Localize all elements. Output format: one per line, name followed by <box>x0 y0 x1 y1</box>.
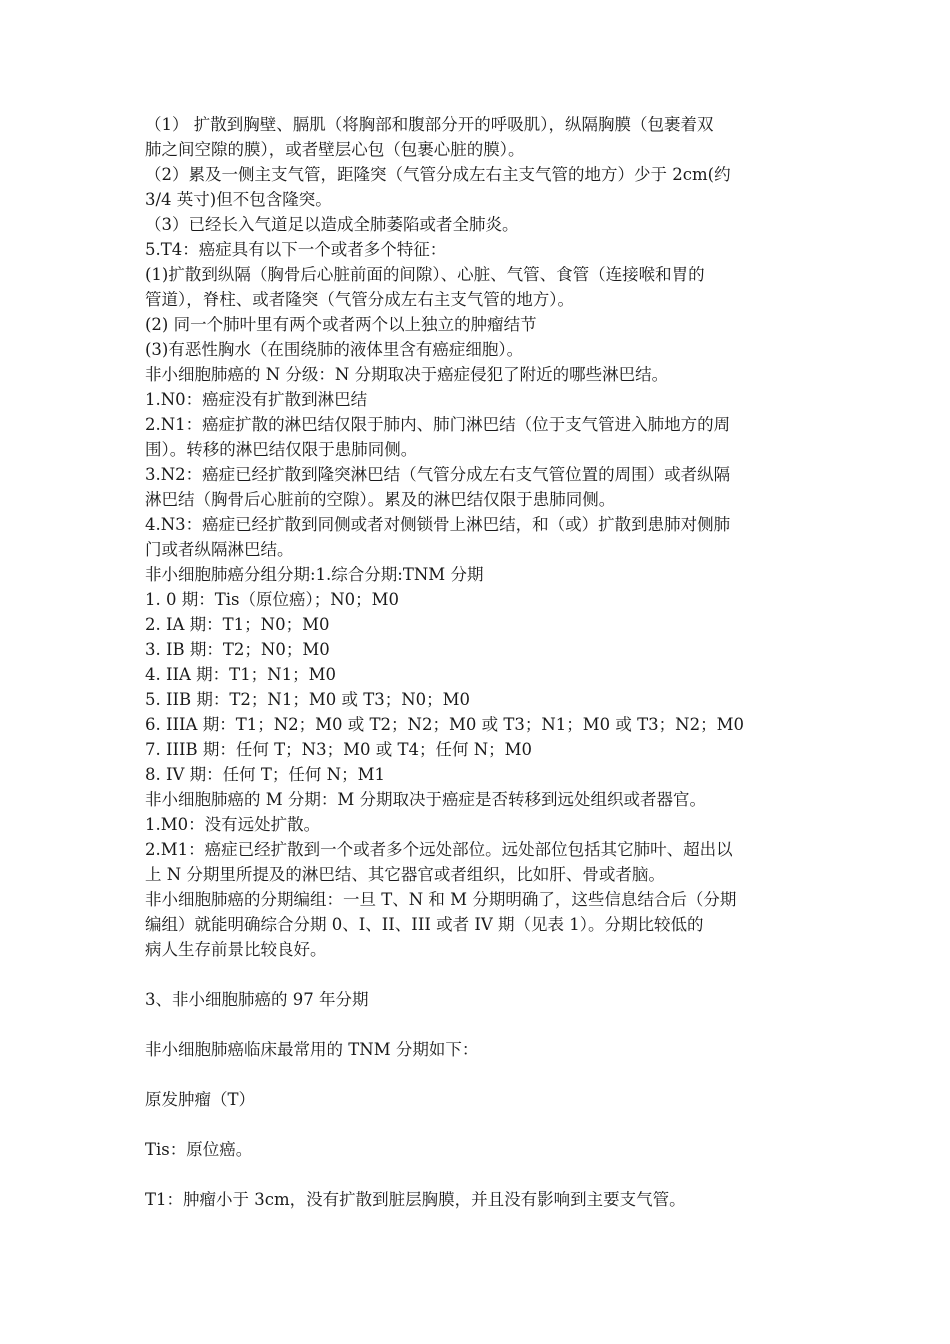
text-line: （3）已经长入气道足以造成全肺萎陷或者全肺炎。 <box>145 215 519 234</box>
text-line: （1） 扩散到胸壁、膈肌（将胸部和腹部分开的呼吸肌），纵隔胸膜（包裹着双 <box>145 115 714 134</box>
text-line: 2. IA 期：T1；N0；M0 <box>145 615 330 634</box>
text-line: 3/4 英寸)但不包含隆突。 <box>145 190 332 209</box>
primary-tumor-heading: 原发肿瘤（T） <box>145 1090 256 1109</box>
text-line: 围）。转移的淋巴结仅限于患肺同侧。 <box>145 440 418 459</box>
text-line: 4.N3：癌症已经扩散到同侧或者对侧锁骨上淋巴结，和（或）扩散到患肺对侧肺 <box>145 515 731 534</box>
text-line: 5. IIB 期：T2；N1；M0 或 T3；N0；M0 <box>145 690 471 709</box>
section-heading: 3、非小细胞肺癌的 97 年分期 <box>145 990 369 1009</box>
text-line: 6. IIIA 期：T1；N2；M0 或 T2；N2；M0 或 T3；N1；M0 或 T3；N2；M0 <box>145 715 744 734</box>
text-line: 3. IB 期：T2；N0；M0 <box>145 640 330 659</box>
text-line: 3.N2：癌症已经扩散到隆突淋巴结（气管分成左右支气管位置的周围）或者纵隔 <box>145 465 731 484</box>
spacer <box>145 1062 810 1087</box>
text-line: 1.M0：没有远处扩散。 <box>145 815 321 834</box>
text-line: 肺之间空隙的膜），或者壁层心包（包裹心脏的膜）。 <box>145 140 525 159</box>
spacer <box>145 1162 810 1187</box>
t1-definition: T1：肿瘤小于 3cm，没有扩散到脏层胸膜，并且没有影响到主要支气管。 <box>145 1190 686 1209</box>
text-line: 淋巴结（胸骨后心脏前的空隙）。累及的淋巴结仅限于患肺同侧。 <box>145 490 616 509</box>
document-body <box>145 112 810 962</box>
text-line: 非小细胞肺癌的 N 分级：N 分期取决于癌症侵犯了附近的哪些淋巴结。 <box>145 365 669 384</box>
text-line: 8. IV 期：任何 T；任何 N；M1 <box>145 765 385 784</box>
text-line: 非小细胞肺癌分组分期:1.综合分期:TNM 分期 <box>145 565 484 584</box>
tis-definition: Tis：原位癌。 <box>145 1140 253 1159</box>
text-line: 门或者纵隔淋巴结。 <box>145 540 294 559</box>
text-line: （2）累及一侧主支气管，距隆突（气管分成左右主支气管的地方）少于 2cm(约 <box>145 165 731 184</box>
spacer <box>145 1112 810 1137</box>
text-line: 5.T4：癌症具有以下一个或者多个特征： <box>145 240 447 259</box>
text-line: (1)扩散到纵隔（胸骨后心脏前面的间隙）、心脏、气管、食管（连接喉和胃的 <box>145 265 705 284</box>
text-line: 非小细胞肺癌的分期编组：一旦 T、N 和 M 分期明确了，这些信息结合后（分期 <box>145 890 737 909</box>
text-line: 4. IIA 期：T1；N1；M0 <box>145 665 337 684</box>
text-line: (3)有恶性胸水（在围绕肺的液体里含有癌症细胞）。 <box>145 340 524 359</box>
text-line: (2) 同一个肺叶里有两个或者两个以上独立的肿瘤结节 <box>145 315 537 334</box>
spacer <box>145 1012 810 1037</box>
document-page <box>145 112 810 1212</box>
text-line: 管道），脊柱、或者隆突（气管分成左右主支气管的地方）。 <box>145 290 574 309</box>
text-line: 病人生存前景比较良好。 <box>145 940 327 959</box>
text-line: 1.N0：癌症没有扩散到淋巴结 <box>145 390 368 409</box>
text-line: 1. 0 期：Tis（原位癌）；N0；M0 <box>145 590 400 609</box>
spacer <box>145 962 810 987</box>
text-line: 2.M1：癌症已经扩散到一个或者多个远处部位。远处部位包括其它肺叶、超出以 <box>145 840 733 859</box>
text-line: 2.N1：癌症扩散的淋巴结仅限于肺内、肺门淋巴结（位于支气管进入肺地方的周 <box>145 415 731 434</box>
text-line: 非小细胞肺癌的 M 分期：M 分期取决于癌症是否转移到远处组织或者器官。 <box>145 790 707 809</box>
intro-paragraph: 非小细胞肺癌临床最常用的 TNM 分期如下： <box>145 1040 479 1059</box>
text-line: 编组）就能明确综合分期 0、I、II、III 或者 IV 期（见表 1）。分期比较低的 <box>145 915 704 934</box>
text-line: 7. IIIB 期：任何 T；N3；M0 或 T4；任何 N；M0 <box>145 740 533 759</box>
text-line: 上 N 分期里所提及的淋巴结、其它器官或者组织，比如肝、骨或者脑。 <box>145 865 665 884</box>
